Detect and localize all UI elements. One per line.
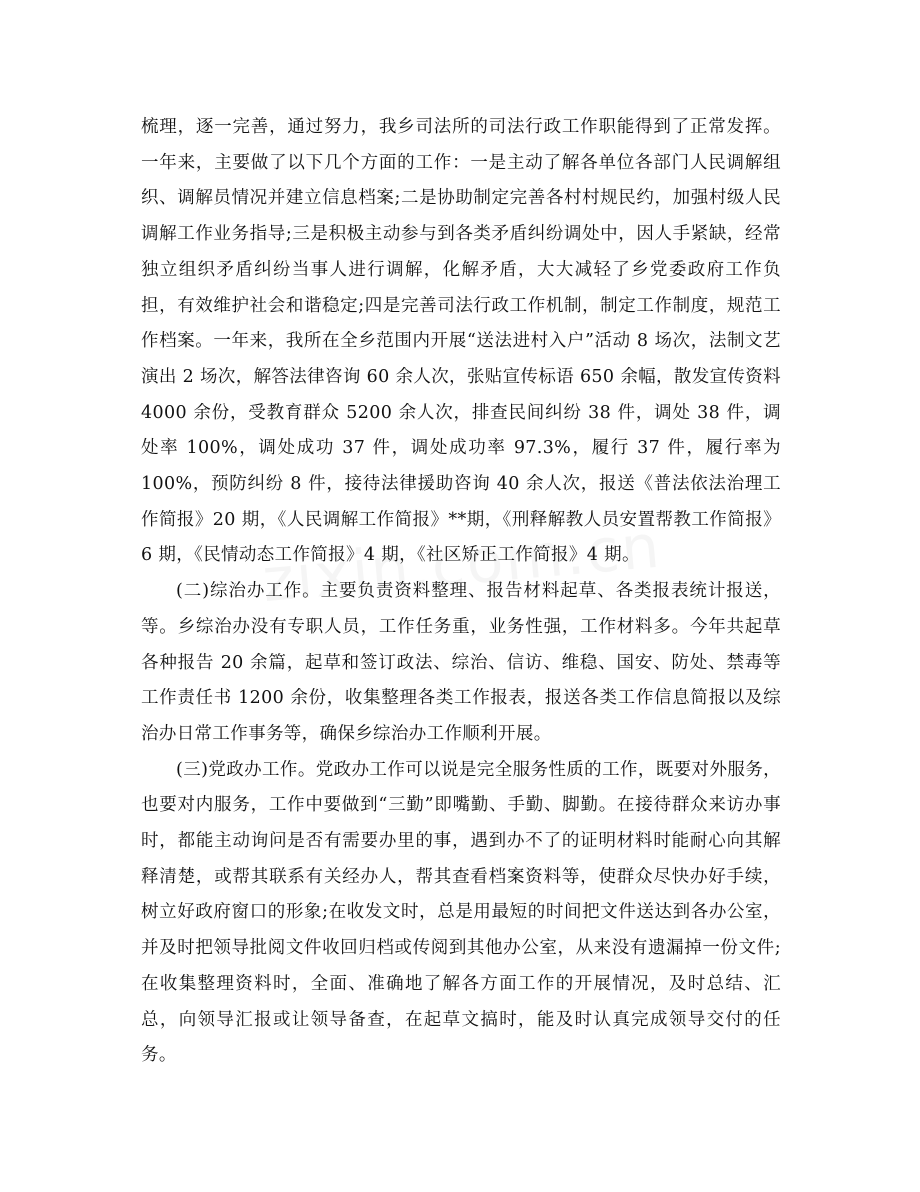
paragraph-judicial-work: 梳理，逐一完善，通过努力，我乡司法所的司法行政工作职能得到了正常发挥。一年来，主要做了以下几个方面的工作：一是主动了解各单位各部门人民调解组织、调解员情况并建立信息档案;二是协助制定完善各村村规民约，加强村级人民调解工作业务指导;三是积极主动参与到各类矛盾纠纷调处中，因人手紧缺，经常独立组织矛盾纠纷当事人进行调解，化解矛盾，大大减轻了乡党委政府工作负担，有效维护社会和谐稳定;四是完善司法行政工作机制，制定工作制度，规范工作档案。一年来，我所在全乡范围内开展“送法进村入户”活动 8 场次，法制文艺演出 2 场次，解答法律咨询 60 余人次，张贴宣传标语 650 余幅，散发宣传资料 4000 余份，受教育群众 5200 余人次，排查民间纠纷 38 件，调处 38 件，调处率 100%，调处成功 37 件，调处成功率 97.3%，履行 37 件，履行率为 100%，预防纠纷 8 件，接待法律援助咨询 40 余人次，报送《普法依法治理工作简报》20 期，《人民调解工作简报》**期，《刑释解教人员安置帮教工作简报》6 期，《民情动态工作简报》4 期，《社区矫正工作简报》4 期。 — [141, 117, 781, 566]
document-body — [141, 110, 781, 1074]
paragraph-party-government-office: (三)党政办工作。党政办工作可以说是完全服务性质的工作，既要对外服务，也要对内服务，工作中要做到“三勤”即嘴勤、手勤、脚勤。在接待群众来访办事时，都能主动询问是否有需要办里的事，遇到办不了的证明材料时能耐心向其解释清楚，或帮其联系有关经办人，帮其查看档案资料等，使群众尽快办好手续，树立好政府窗口的形象;在收发文时，总是用最短的时间把文件送达到各办公室，并及时把领导批阅文件收回归档或传阅到其他办公室，从来没有遗漏掉一份文件;在收集整理资料时，全面、准确地了解各方面工作的开展情况，及时总结、汇总，向领导汇报或让领导备查，在起草文搞时，能及时认真完成领导交付的任务。 — [141, 759, 781, 1066]
paragraph-comprehensive-office: (二)综治办工作。主要负责资料整理、报告材料起草、各类报表统计报送，等。乡综治办没有专职人员，工作任务重，业务性强，工作材料多。今年共起草各种报告 20 余篇，起草和签订政法、综治、信访、维稳、国安、防处、禁毒等工作责任书 1200 余份，收集整理各类工作报表，报送各类工作信息简报以及综治办日常工作事务等，确保乡综治办工作顺利开展。 — [141, 581, 781, 744]
